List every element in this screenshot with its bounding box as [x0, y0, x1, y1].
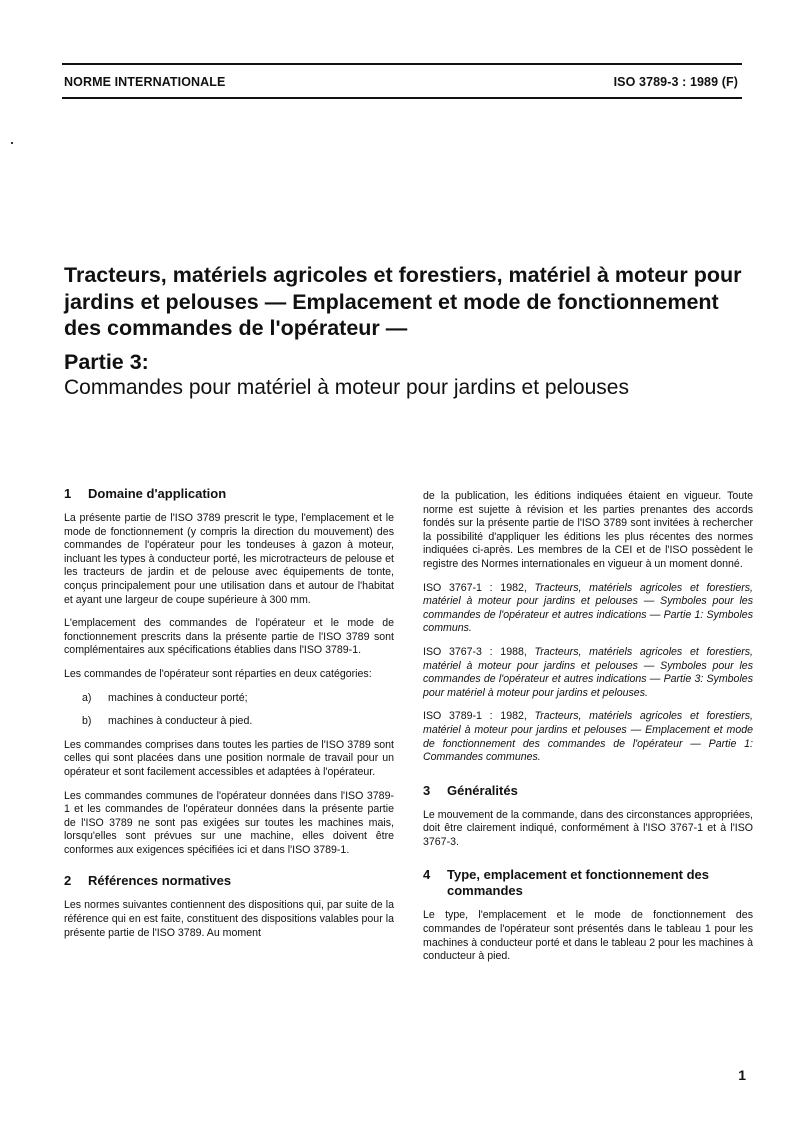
list-item: [64, 715, 394, 729]
part-title: Commandes pour matériel à moteur pour jardins et pelouses: [64, 375, 629, 399]
normative-reference: [423, 646, 753, 700]
list-item-text: machines à conducteur porté;: [108, 691, 248, 704]
reference-title: Tracteurs, matériels agricoles et forestiers, matériel à moteur pour jardins et pelouses — Symboles pour les commandes de l'opérateur et autres indications — Partie 3: Symboles pour matériel à moteur pour jardins et pelouses.: [423, 645, 753, 699]
margin-mark: [11, 142, 13, 144]
section-3-paragraph-1: Le mouvement de la commande, dans des circonstances appropriées, doit être clairement indiqué, conformément à l'ISO 3767-1 et à l'ISO 3767-3.: [423, 808, 753, 848]
section-2-heading: [64, 873, 394, 889]
section-3-heading: [423, 783, 753, 799]
section-1-paragraph-4: Les commandes comprises dans toutes les parties de l'ISO 3789 sont celles qui sont placées dans une position normale de travail pour un opérateur et sont facilement accessibles et adaptées à l'opérateur.: [64, 738, 394, 778]
section-4-title: Type, emplacement et fonctionnement des commandes: [447, 867, 709, 899]
section-1-title: Domaine d'application: [88, 486, 227, 501]
left-column: [64, 486, 394, 950]
header-bottom-rule: [62, 97, 742, 99]
section-2-paragraph-1: Les normes suivantes contiennent des dispositions qui, par suite de la référence qui en est faite, constituent des dispositions valables pour la présente partie de l'ISO 3789. Au moment: [64, 899, 394, 939]
list-item-text: machines à conducteur à pied.: [108, 715, 253, 728]
section-4-paragraph-1: Le type, l'emplacement et le mode de fonctionnement des commandes de l'opérateur sont présentés dans le tableau 1 pour les machines à conducteur porté et dans le tableau 2 pour les machines à conducteur à pied.: [423, 909, 753, 963]
reference-code: ISO 3767-3 : 1988,: [423, 645, 527, 658]
section-2-paragraph-1-continued: de la publication, les éditions indiquées étaient en vigueur. Toute norme est sujette à révision et les parties prenantes des accords fondés sur la présente partie de l'ISO 3789 sont invitées à rechercher la possibilité d'appliquer les éditions les plus récentes des normes indiquées ci-après. Les membres de la CEI et de l'ISO possèdent le registre des Normes internationales en vigueur à un moment donné.: [423, 490, 753, 570]
section-1-heading: [64, 486, 394, 502]
list-item: [64, 692, 394, 706]
right-column: [423, 490, 753, 974]
section-3-title: Généralités: [447, 782, 518, 798]
list-item-label: b): [82, 715, 92, 728]
reference-title: Tracteurs, matériels agricoles et forestiers, matériel à moteur pour jardins et pelouses — Emplacement et mode de fonctionnement des commandes de l'opérateur — Partie 1: Commandes communes.: [423, 710, 753, 764]
section-1-paragraph-2: L'emplacement des commandes de l'opérateur et le mode de fonctionnement prescrits dans la présente partie de l'ISO 3789 sont complémentaires aux spécifications établies dans l'ISO 3789-1.: [64, 617, 394, 657]
reference-code: ISO 3767-1 : 1982,: [423, 581, 527, 594]
standard-reference: ISO 3789-3 : 1989 (F): [613, 75, 738, 89]
main-title: Tracteurs, matériels agricoles et forestiers, matériel à moteur pour jardins et pelouses — Emplacement et mode de fonctionnement des commandes de l'opérateur —: [64, 263, 742, 340]
header-top-rule: [62, 63, 742, 65]
section-3-number: 3: [423, 782, 431, 798]
normative-reference: [423, 582, 753, 636]
part-label: Partie 3:: [64, 349, 149, 374]
section-4-heading: [423, 867, 753, 899]
section-1-paragraph-1: La présente partie de l'ISO 3789 prescrit le type, l'emplacement et le mode de fonctionnement (y compris la direction du mouvement) des commandes de l'opérateur pour les tondeuses à gazon à moteur, incluant les types à conducteur porté, les microtracteurs de pelouse et les tracteurs de jardin et de pelouse avec équipements de tonte, conçus principalement pour une utilisation dans et autour de l'habitat et ayant une largeur de coupe supérieure à 300 mm.: [64, 512, 394, 606]
section-2-title: Références normatives: [88, 873, 232, 889]
title-block: [64, 262, 754, 400]
list-item-label: a): [82, 691, 92, 704]
section-2-number: 2: [64, 873, 72, 889]
reference-code: ISO 3789-1 : 1982,: [423, 710, 527, 723]
section-1-paragraph-5: Les commandes communes de l'opérateur données dans l'ISO 3789-1 et les commandes de l'opérateur données dans la présente partie de l'ISO 3789 ne sont pas exigées sur toutes les machines mais, lorsqu'elles sont prévues sur une machine, elles doivent être conformes aux exigences spécifiées ici et dans l'ISO 3789-1.: [64, 789, 394, 856]
section-1-paragraph-3: Les commandes de l'opérateur sont réparties en deux catégories:: [64, 667, 372, 680]
section-1-number: 1: [64, 486, 72, 501]
page-number: 1: [738, 1067, 746, 1083]
document-type-label: NORME INTERNATIONALE: [64, 75, 226, 89]
normative-reference: [423, 710, 753, 764]
reference-title: Tracteurs, matériels agricoles et forestiers, matériel à moteur pour jardins et pelouses — Symboles pour les commandes de l'opérateur et autres indications — Partie 1: Symboles communs.: [423, 581, 753, 635]
section-4-number: 4: [423, 867, 431, 883]
